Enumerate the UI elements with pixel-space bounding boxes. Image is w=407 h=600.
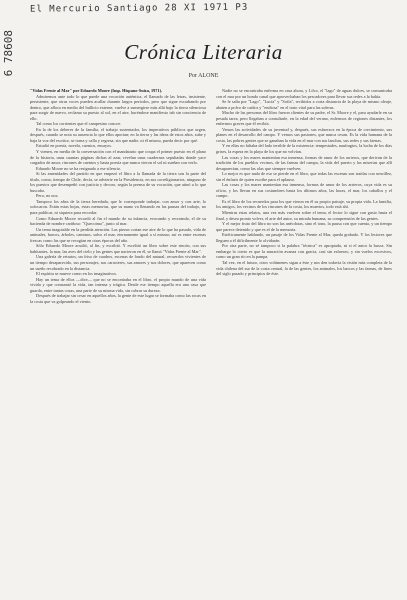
- article-paragraph: Y en ellas no faltaba del lado terrible de la existencia: tempestades, naufragios, la lucha de los días grises, la espera en la playa de los que no volvían.: [216, 143, 392, 155]
- article-paragraph: Después de trabajar sin cesar en aquellos años, la gente de este lugar se formaba como las rocas en la costa que va golpeando el viento.: [30, 293, 206, 304]
- article-column-right: [216, 88, 392, 593]
- article-lead: "Vidas Frente al Mar" por Eduardo Moore (Imp. Hispano-Suiza, 1971).: [30, 88, 163, 93]
- article-paragraph: Se le salía por "Lago", "Lucía" y "Sofía", recibidos a corta distancia de la playa de mismo oleaje, abaten a polvo de caídos y "endiosa" en el trato vital para las soleras.: [216, 99, 392, 110]
- article-paragraph: Tampoco los años de la tierra heredada, que le corresponde trabajar, con amor y con arte, lo sofocaron. Están estas hojas, estas memorias, que su mano va llenando en las pausas del trabajo, no para publicar, ni siquiera para recordar.: [30, 198, 206, 216]
- article-paragraph: En la de los deberes de la familia, el trabajo sustentador, los imperativos públicos que urgen, después, cuando se nota su ausencia lo que ellos aportan; en la tierra y las ideas de estos años, sube y baja la voz del escritor, se torna y calla y regresa, sin que nadie, ni él mismo, pueda decir por qué.: [30, 126, 206, 143]
- article-paragraph: Si las amenidades del partido en que empezó el libro a la llamada de la tierra son la parte del título, como, tiempo de Chile, decía, se advierte en la Presidencia, en sus correligionarios, ninguno de los puestos que desempeñó con justicia y decoro, según la prensa de su vocación, que atinó a lo que buscaba.: [30, 171, 206, 193]
- article-paragraph: Las cosas y los mares mantenían esa inmensa, formas de amor de los arrieros, que derivan de la tradición de los pueblos vecinos, de las faenas del campo, la vida del puerto y las miserias que allí desaparecían, como las olas que siempre vuelven.: [216, 154, 392, 171]
- article-paragraph: Las cosas y los mares mantenían esa inmensa, formas de amor de los arrieros, cuya vida es su oficio, y los llevan en sus costumbres hasta los últimos años, las horas, el mar, los caballos y el campo.: [216, 182, 392, 199]
- article-paragraph: Por otra parte, no sé tampoco si la palabra "técnica" es apropiada, ni si el autor la busca. Sin embargo lo cierto es que la narración avanza con gracia, casi sin esfuerzo, y sin vuelos excesivos, como un gran río en la pampa.: [216, 243, 392, 260]
- article-title: Crónica Literaria: [124, 40, 283, 64]
- article-paragraph: Pero, no nos.: [36, 193, 59, 199]
- article-paragraph: Lo mejor es que nada de eso se pierde en el libro, que todas las escenas son traídas con sencillez, sin el énfasis de quien escribe para el aplauso.: [216, 171, 392, 182]
- handwritten-source-note: El Mercurio Santiago 28 XI 1971 P3: [29, 2, 249, 15]
- article-paragraph: Una galería de retratos, un friso de cuadros, escenas de fondo del natural, recuerdos vivientes de un tiempo desaparecido, sus personajes, sus caracteres, sus amores y sus dolores, que aparecen como un sueño recobrado en la distancia.: [30, 254, 206, 271]
- article-paragraph: Y el mejor fruto del libro no son las anécdotas, sino el tono, la pausa con que cuenta, y un tiempo que parece detenido y que es el de la memoria.: [216, 221, 392, 232]
- left-column-body: [30, 94, 206, 305]
- article-paragraph: Mientras estas relatos, una vez más vuelven sobre el tema, el lector lo sigue con gusto hasta el final, y desea pronto volver, el arte del autor, su mirada humana, su comprensión de las gentes.: [216, 210, 392, 221]
- right-column-body: [216, 88, 392, 277]
- article-paragraph: Como Eduardo Moore recordó al fin el mundo de su infancia, evocando y recreando, el de su hacienda de nombre cariñoso: "Quecoima", junto al mar.: [30, 215, 206, 227]
- article-paragraph: Hay un tema de ellos —dice— que no se encontraba en el libro, el propio mundo de una vida vivida y que consumió la vida, tan intensa y trágica. Desde ese tiempo aquella era una casa que guarda, entre tantas cosas, una parte de su misma vida, sin cobrar su dureza.: [30, 276, 206, 293]
- article-paragraph: Eduardo Moore no se ha resignado a ese silencio.: [36, 165, 122, 171]
- article-paragraph: Admiremos ante todo lo que puede una vocación auténtica, el llamado de las letras, insistente, persistente, que otras voces pueden acallar durante largos períodos, pero que sigue escarbando por dentro, que aflora en medio del bullicio externe, vuelve a sumergirse más allá bajo la tierra silenciosa para surgir de nuevo, reclama su puesto al sol, en el aire, hacéndose manifiesto tab sin conciencia de ello.: [30, 93, 206, 121]
- article-paragraph: Un tema inagotable en la perdida atención. Las piezas cortan ese aire de lo que ha pasado, vida de animales, barcos, árboles, caminos, salvo el mar, eternamente igual a sí mismo; así es entre escenas frescas como las que se recogían en otras épocas del año.: [30, 226, 206, 243]
- article-paragraph: Sólo Eduardo Moore acudió, al fin, y escribió. Y escribió un libro sobre este rincón, con sus habitantes, la mar, las aves del cielo y las gentes que nacieron en él, se llamó "Vidas Frente al Mar".: [30, 243, 206, 254]
- article-paragraph: Y vienen, en media de la conversación con el mandatario que ocupa el primer puesto en el plano de la historia, unas cuantas páginas dichas al azar, revelan unas cuadernas sepultadas donde yace cargados de amor, rincones de cuentos y hasta poesía que nunca vieron el sol ni sueñan con verlo.: [30, 149, 206, 166]
- archive-side-code: 6 78608: [2, 30, 15, 77]
- article-paragraph: Nadie no se encontraba enferma en casa ahora, y Lilco, el "lago" de aguas dulces, se comunicaba con el mar por un hondo canal que aprovechaban los pescadores para llevar sus redes a la bahía.: [216, 88, 392, 99]
- article-paragraph: Estudió en poesía, novela, cuentos, ensayos.: [36, 143, 113, 149]
- article-column-left: [30, 88, 206, 593]
- article-paragraph: Es el libro de los recuerdos para los que vieron en él su propio paisaje, su propia vida. La familia, los amigos, los vecinos de los rincones de la costa, los muertos, todo está ahí.: [216, 198, 392, 210]
- article-paragraph: Mucho de las personas del libro fueron clientes de su padre, el Sr. Moore y el, para ayudarle en su pesada tarea, pero llegaban a consultarle, en la edad del verano, enfermos de regiones distantes, los enfermos graves que él recibía.: [216, 110, 392, 127]
- article-paragraph: Estéticamente hablando, un pasaje de los Vidas Frente al Mar, queda grabado. Y los lectores que lleguen a él difícilmente lo olvidarán.: [216, 232, 392, 243]
- article-paragraph: Tal como los corrientes que el campesino conoce.: [36, 121, 122, 127]
- article-byline: Por ALONE: [188, 73, 219, 79]
- article-paragraph: Vemos las actividades de su juventud y, después, sus esfuerzos en la época de crecimiento, sus planes en el desarrollo del campo. Y vemos sus pasiones, que nunca cesan. Es la vida humana de la costa, las pobres gentes que se ganaban la vida en el mar con sus lanchas, sus redes y sus faenas.: [216, 126, 392, 143]
- article-paragraph: Tal vez, en el futuro, otros volúmenes sigan a éste y nos den todavía la visión más completa de la vida chilena del sur de la costa central, la de las gentes, los animales, los barcos y las faenas, de fines del siglo pasado y principios de éste.: [216, 259, 392, 277]
- article-paragraph: El espíritu se mueve como en los imaginativos.: [36, 271, 118, 277]
